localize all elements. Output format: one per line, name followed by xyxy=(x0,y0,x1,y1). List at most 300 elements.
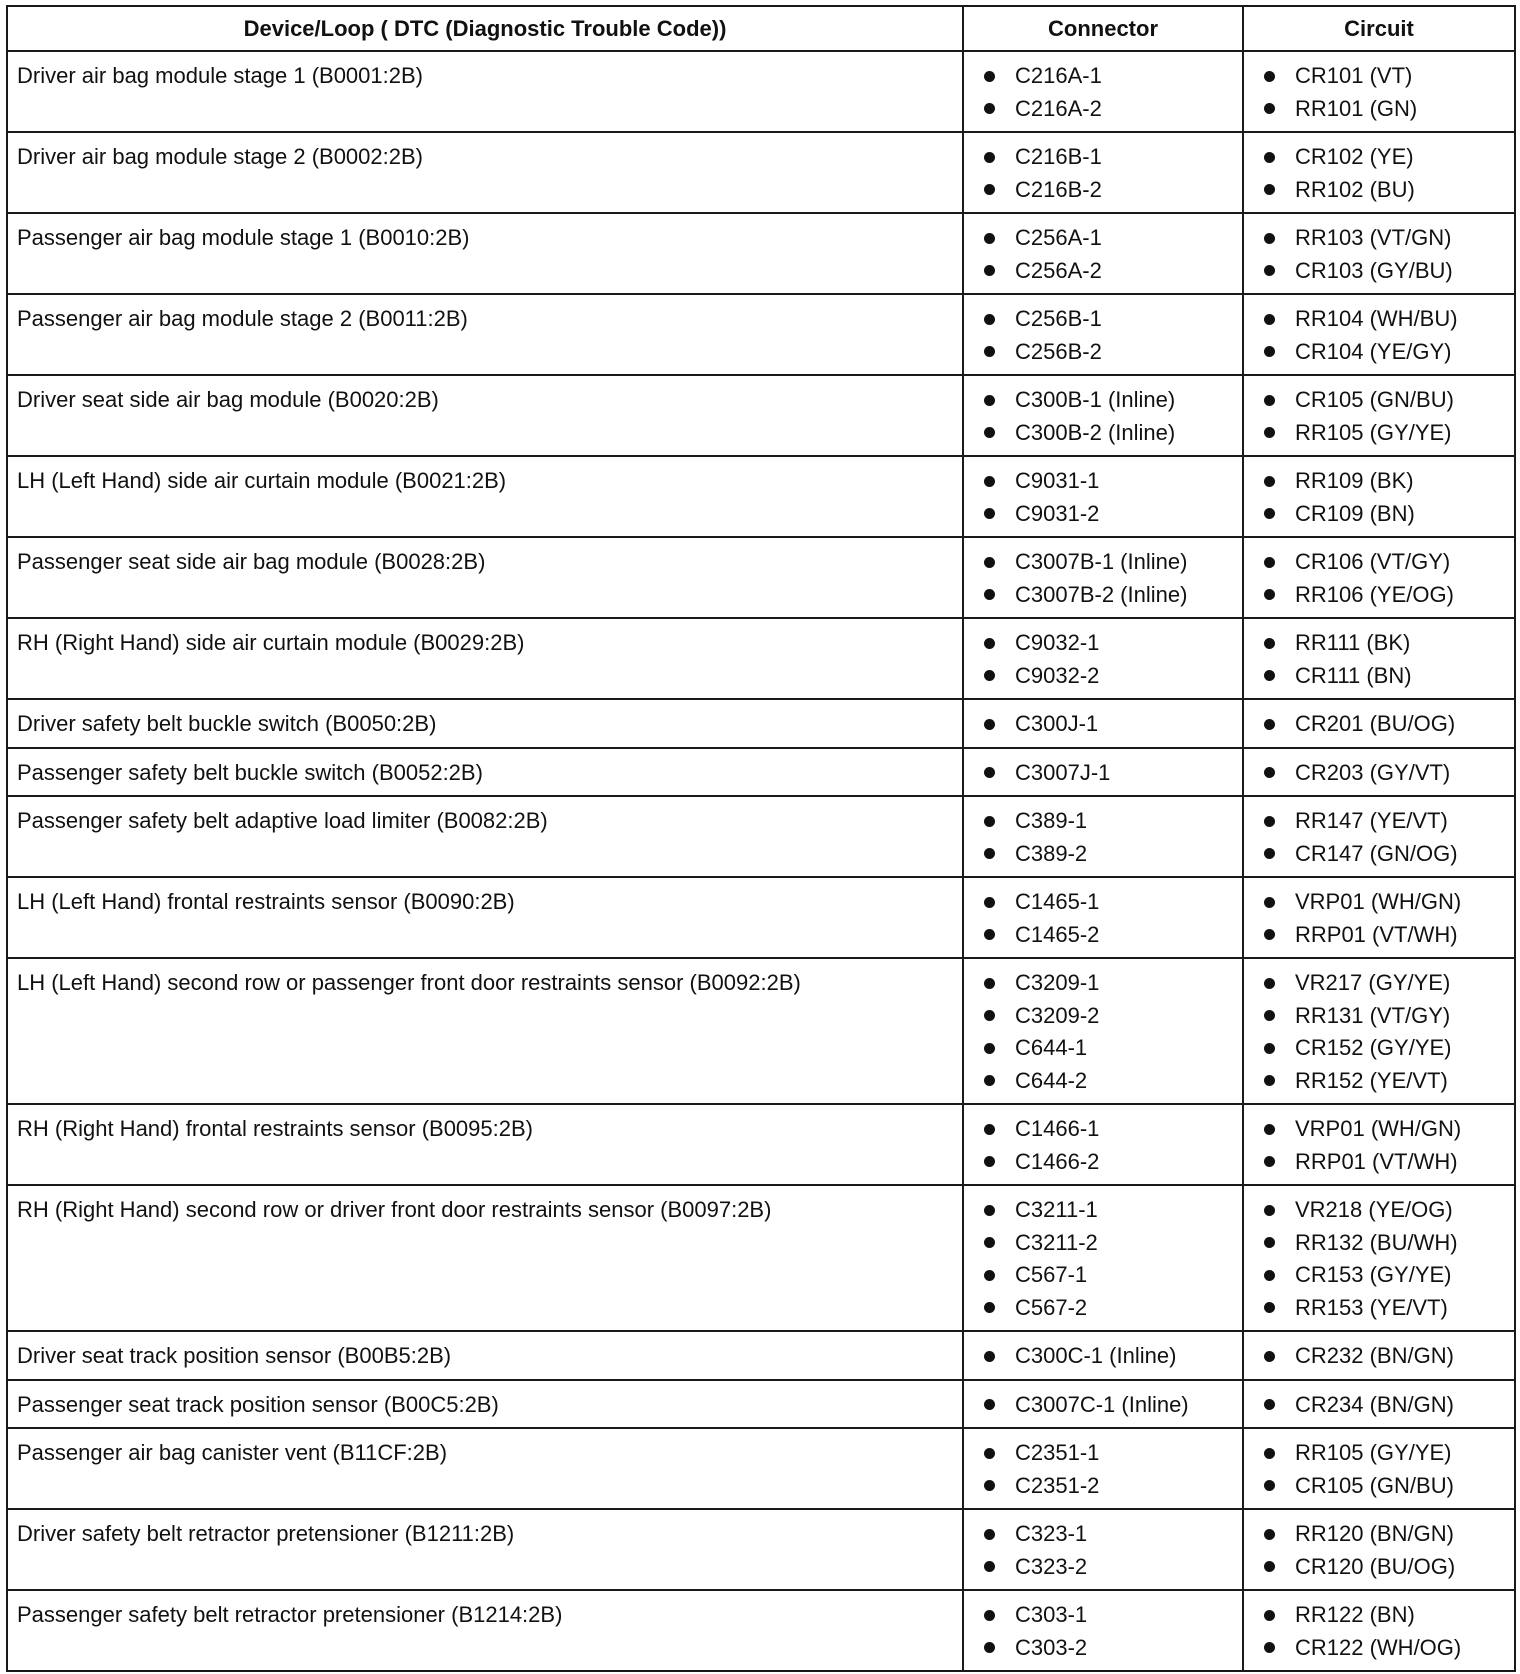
bullet-icon xyxy=(984,1642,995,1653)
connector-value: C3211-2 xyxy=(1015,1229,1098,1255)
connector-cell xyxy=(963,132,1243,213)
circuit-cell xyxy=(1243,796,1515,877)
circuit-list-item xyxy=(1264,384,1506,417)
circuit-value: CR106 (VT/GY) xyxy=(1295,549,1451,574)
connector-value: C256B-2 xyxy=(1015,338,1102,364)
connector-cell xyxy=(963,375,1243,456)
bullet-icon xyxy=(984,670,995,681)
bullet-icon xyxy=(1264,476,1275,487)
bullet-icon xyxy=(984,233,995,244)
circuit-value: CR203 (GY/VT) xyxy=(1295,759,1451,785)
connector-cell xyxy=(963,51,1243,132)
connector-list-item xyxy=(984,708,1234,741)
circuit-value: RR132 (BU/WH) xyxy=(1295,1229,1458,1255)
bullet-icon xyxy=(1264,1205,1275,1216)
bullet-icon xyxy=(1264,719,1275,730)
circuit-cell xyxy=(1243,1185,1515,1331)
connector-value: C3209-2 xyxy=(1015,1002,1100,1028)
bullet-icon xyxy=(1264,1561,1275,1572)
bullet-icon xyxy=(984,1529,995,1540)
bullet-icon xyxy=(984,1270,995,1281)
bullet-icon xyxy=(1264,816,1275,827)
circuit-value: CR104 (YE/GY) xyxy=(1295,338,1452,364)
circuit-list-item xyxy=(1264,1551,1506,1584)
connector-value: C9032-2 xyxy=(1015,662,1100,688)
circuit-value: RR102 (BU) xyxy=(1295,176,1415,202)
dtc-table-sheet xyxy=(6,5,1514,1672)
connector-cell xyxy=(963,699,1243,748)
bullet-icon xyxy=(1264,1351,1275,1362)
circuit-value: RRP01 (VT/WH) xyxy=(1295,921,1458,947)
circuit-list-item xyxy=(1264,919,1506,952)
circuit-cell xyxy=(1243,294,1515,375)
bullet-icon xyxy=(984,897,995,908)
connector-value: C1465-2 xyxy=(1015,921,1100,947)
connector-value: C3007J-1 xyxy=(1015,759,1111,785)
connector-list-item xyxy=(984,255,1234,288)
table-row xyxy=(7,1104,1515,1185)
bullet-icon xyxy=(984,1205,995,1216)
bullet-icon xyxy=(984,476,995,487)
connector-list-item xyxy=(984,465,1234,498)
circuit-list-item xyxy=(1264,1065,1506,1098)
table-row xyxy=(7,877,1515,958)
connector-cell xyxy=(963,1509,1243,1590)
table-row xyxy=(7,132,1515,213)
connector-value: C216A-1 xyxy=(1015,63,1102,88)
connector-cell xyxy=(963,537,1243,618)
device-cell: Passenger air bag canister vent (B11CF:2B) xyxy=(7,1428,963,1509)
bullet-icon xyxy=(984,1448,995,1459)
circuit-cell xyxy=(1243,1428,1515,1509)
bullet-icon xyxy=(984,265,995,276)
device-cell: LH (Left Hand) side air curtain module (B0021:2B) xyxy=(7,456,963,537)
table-row xyxy=(7,796,1515,877)
connector-cell xyxy=(963,1331,1243,1380)
circuit-value: RR101 (GN) xyxy=(1295,95,1418,121)
connector-list-item xyxy=(984,1259,1234,1292)
connector-value: C3007C-1 (Inline) xyxy=(1015,1391,1189,1417)
circuit-list-item xyxy=(1264,336,1506,369)
connector-value: C644-2 xyxy=(1015,1067,1088,1093)
circuit-list-item xyxy=(1264,498,1506,531)
device-cell: Passenger seat track position sensor (B00C5:2B) xyxy=(7,1380,963,1429)
device-cell: Passenger air bag module stage 2 (B0011:2B) xyxy=(7,294,963,375)
bullet-icon xyxy=(1264,1529,1275,1540)
device-cell: RH (Right Hand) side air curtain module (B0029:2B) xyxy=(7,618,963,699)
bullet-icon xyxy=(1264,1075,1275,1086)
bullet-icon xyxy=(984,1075,995,1086)
connector-value: C256A-1 xyxy=(1015,225,1102,250)
bullet-icon xyxy=(984,719,995,730)
circuit-list-item xyxy=(1264,1000,1506,1033)
table-row xyxy=(7,958,1515,1104)
header-row xyxy=(7,6,1515,51)
bullet-icon xyxy=(1264,508,1275,519)
circuit-value: RR106 (YE/OG) xyxy=(1295,581,1454,607)
connector-list-item xyxy=(984,1632,1234,1665)
bullet-icon xyxy=(1264,1642,1275,1653)
connector-list-item xyxy=(984,967,1234,1000)
connector-list-item xyxy=(984,174,1234,207)
table-row xyxy=(7,294,1515,375)
table-row xyxy=(7,1590,1515,1671)
device-cell: Passenger safety belt retractor pretensioner (B1214:2B) xyxy=(7,1590,963,1671)
bullet-icon xyxy=(1264,152,1275,163)
circuit-list-item xyxy=(1264,708,1506,741)
connector-list-item xyxy=(984,1551,1234,1584)
bullet-icon xyxy=(984,71,995,82)
connector-value: C323-1 xyxy=(1015,1521,1088,1546)
circuit-value: CR152 (GY/YE) xyxy=(1295,1035,1452,1060)
bullet-icon xyxy=(984,1124,995,1135)
device-cell: Driver seat track position sensor (B00B5:2B) xyxy=(7,1331,963,1380)
circuit-value: CR201 (BU/OG) xyxy=(1295,711,1456,736)
circuit-cell xyxy=(1243,1380,1515,1429)
connector-value: C9031-2 xyxy=(1015,500,1100,526)
connector-value: C323-2 xyxy=(1015,1553,1088,1579)
circuit-cell xyxy=(1243,375,1515,456)
connector-list-item xyxy=(984,757,1234,790)
connector-value: C3007B-1 (Inline) xyxy=(1015,549,1188,574)
device-cell: Driver seat side air bag module (B0020:2B) xyxy=(7,375,963,456)
connector-value: C567-2 xyxy=(1015,1294,1088,1320)
circuit-value: CR120 (BU/OG) xyxy=(1295,1553,1456,1579)
circuit-cell xyxy=(1243,958,1515,1104)
bullet-icon xyxy=(1264,1302,1275,1313)
bullet-icon xyxy=(984,589,995,600)
circuit-list-item xyxy=(1264,1632,1506,1665)
bullet-icon xyxy=(984,1480,995,1491)
connector-list-item xyxy=(984,627,1234,660)
circuit-list-item xyxy=(1264,60,1506,93)
connector-value: C256A-2 xyxy=(1015,257,1102,283)
device-cell: Driver safety belt retractor pretensioner (B1211:2B) xyxy=(7,1509,963,1590)
bullet-icon xyxy=(984,152,995,163)
bullet-icon xyxy=(1264,233,1275,244)
connector-list-item xyxy=(984,1113,1234,1146)
circuit-list-item xyxy=(1264,1113,1506,1146)
connector-value: C2351-1 xyxy=(1015,1440,1100,1465)
connector-column-header: Connector xyxy=(963,6,1243,51)
connector-value: C2351-2 xyxy=(1015,1472,1100,1498)
circuit-column-header: Circuit xyxy=(1243,6,1515,51)
table-row xyxy=(7,51,1515,132)
connector-list-item xyxy=(984,838,1234,871)
bullet-icon xyxy=(1264,71,1275,82)
table-row xyxy=(7,748,1515,797)
bullet-icon xyxy=(984,1010,995,1021)
device-cell: LH (Left Hand) frontal restraints sensor (B0090:2B) xyxy=(7,877,963,958)
connector-list-item xyxy=(984,498,1234,531)
table-row xyxy=(7,699,1515,748)
circuit-list-item xyxy=(1264,886,1506,919)
connector-value: C256B-1 xyxy=(1015,306,1102,331)
device-cell: Driver air bag module stage 2 (B0002:2B) xyxy=(7,132,963,213)
dtc-connector-circuit-table xyxy=(6,5,1516,1672)
bullet-icon xyxy=(984,1302,995,1313)
bullet-icon xyxy=(1264,978,1275,989)
circuit-value: VR218 (YE/OG) xyxy=(1295,1197,1453,1222)
bullet-icon xyxy=(984,395,995,406)
bullet-icon xyxy=(1264,395,1275,406)
circuit-value: RR104 (WH/BU) xyxy=(1295,306,1458,331)
circuit-value: RR152 (YE/VT) xyxy=(1295,1067,1448,1093)
circuit-value: CR103 (GY/BU) xyxy=(1295,257,1453,283)
connector-value: C644-1 xyxy=(1015,1035,1088,1060)
circuit-cell xyxy=(1243,699,1515,748)
circuit-list-item xyxy=(1264,1599,1506,1632)
circuit-value: CR105 (GN/BU) xyxy=(1295,387,1454,412)
device-cell: RH (Right Hand) second row or driver front door restraints sensor (B0097:2B) xyxy=(7,1185,963,1331)
circuit-list-item xyxy=(1264,579,1506,612)
circuit-value: RR153 (YE/VT) xyxy=(1295,1294,1448,1320)
circuit-value: CR153 (GY/YE) xyxy=(1295,1262,1452,1287)
bullet-icon xyxy=(1264,1124,1275,1135)
connector-value: C9031-1 xyxy=(1015,468,1100,493)
device-cell: Passenger safety belt adaptive load limiter (B0082:2B) xyxy=(7,796,963,877)
bullet-icon xyxy=(984,1043,995,1054)
circuit-cell xyxy=(1243,618,1515,699)
circuit-list-item xyxy=(1264,222,1506,255)
connector-list-item xyxy=(984,141,1234,174)
connector-cell xyxy=(963,1104,1243,1185)
circuit-value: RR131 (VT/GY) xyxy=(1295,1002,1451,1028)
circuit-cell xyxy=(1243,456,1515,537)
connector-list-item xyxy=(984,1389,1234,1422)
connector-value: C303-2 xyxy=(1015,1634,1088,1660)
circuit-value: CR232 (BN/GN) xyxy=(1295,1343,1454,1368)
circuit-list-item xyxy=(1264,174,1506,207)
connector-list-item xyxy=(984,919,1234,952)
circuit-list-item xyxy=(1264,303,1506,336)
circuit-list-item xyxy=(1264,967,1506,1000)
circuit-list-item xyxy=(1264,1292,1506,1325)
bullet-icon xyxy=(1264,1010,1275,1021)
bullet-icon xyxy=(1264,265,1275,276)
circuit-list-item xyxy=(1264,1227,1506,1260)
circuit-cell xyxy=(1243,537,1515,618)
bullet-icon xyxy=(1264,1043,1275,1054)
table-row xyxy=(7,456,1515,537)
circuit-value: CR147 (GN/OG) xyxy=(1295,840,1458,866)
circuit-list-item xyxy=(1264,660,1506,693)
connector-value: C3007B-2 (Inline) xyxy=(1015,581,1188,607)
circuit-list-item xyxy=(1264,627,1506,660)
circuit-list-item xyxy=(1264,465,1506,498)
table-row xyxy=(7,618,1515,699)
connector-value: C389-2 xyxy=(1015,840,1088,866)
bullet-icon xyxy=(984,184,995,195)
connector-cell xyxy=(963,618,1243,699)
connector-list-item xyxy=(984,1340,1234,1373)
connector-list-item xyxy=(984,1000,1234,1033)
connector-list-item xyxy=(984,886,1234,919)
bullet-icon xyxy=(1264,427,1275,438)
circuit-value: CR122 (WH/OG) xyxy=(1295,1634,1462,1660)
connector-list-item xyxy=(984,93,1234,126)
connector-value: C1466-2 xyxy=(1015,1148,1100,1174)
circuit-list-item xyxy=(1264,1437,1506,1470)
bullet-icon xyxy=(984,314,995,325)
table-row xyxy=(7,1185,1515,1331)
device-cell: Passenger seat side air bag module (B0028:2B) xyxy=(7,537,963,618)
circuit-list-item xyxy=(1264,838,1506,871)
circuit-list-item xyxy=(1264,1389,1506,1422)
circuit-list-item xyxy=(1264,93,1506,126)
circuit-cell xyxy=(1243,1509,1515,1590)
bullet-icon xyxy=(1264,184,1275,195)
bullet-icon xyxy=(984,1156,995,1167)
connector-value: C389-1 xyxy=(1015,808,1088,833)
bullet-icon xyxy=(984,508,995,519)
connector-list-item xyxy=(984,303,1234,336)
connector-list-item xyxy=(984,1194,1234,1227)
circuit-cell xyxy=(1243,1331,1515,1380)
connector-cell xyxy=(963,213,1243,294)
connector-list-item xyxy=(984,1065,1234,1098)
device-cell: LH (Left Hand) second row or passenger front door restraints sensor (B0092:2B) xyxy=(7,958,963,1104)
circuit-cell xyxy=(1243,213,1515,294)
device-column-header: Device/Loop ( DTC (Diagnostic Trouble Code)) xyxy=(7,6,963,51)
connector-list-item xyxy=(984,417,1234,450)
connector-list-item xyxy=(984,805,1234,838)
bullet-icon xyxy=(1264,638,1275,649)
bullet-icon xyxy=(984,1351,995,1362)
circuit-list-item xyxy=(1264,1146,1506,1179)
table-row xyxy=(7,1428,1515,1509)
connector-list-item xyxy=(984,222,1234,255)
circuit-value: RR105 (GY/YE) xyxy=(1295,1440,1452,1465)
bullet-icon xyxy=(1264,929,1275,940)
connector-cell xyxy=(963,748,1243,797)
connector-list-item xyxy=(984,546,1234,579)
circuit-list-item xyxy=(1264,417,1506,450)
circuit-value: VR217 (GY/YE) xyxy=(1295,970,1451,995)
device-cell: Passenger air bag module stage 1 (B0010:2B) xyxy=(7,213,963,294)
circuit-value: RR120 (BN/GN) xyxy=(1295,1521,1454,1546)
bullet-icon xyxy=(1264,1610,1275,1621)
bullet-icon xyxy=(984,929,995,940)
bullet-icon xyxy=(984,638,995,649)
connector-list-item xyxy=(984,1437,1234,1470)
circuit-list-item xyxy=(1264,1259,1506,1292)
circuit-list-item xyxy=(1264,805,1506,838)
bullet-icon xyxy=(1264,314,1275,325)
connector-value: C300J-1 xyxy=(1015,711,1099,736)
connector-value: C216B-2 xyxy=(1015,176,1102,202)
bullet-icon xyxy=(1264,897,1275,908)
connector-value: C1466-1 xyxy=(1015,1116,1100,1141)
bullet-icon xyxy=(1264,1237,1275,1248)
connector-list-item xyxy=(984,384,1234,417)
connector-cell xyxy=(963,456,1243,537)
device-cell: Driver safety belt buckle switch (B0050:2B) xyxy=(7,699,963,748)
connector-list-item xyxy=(984,1599,1234,1632)
connector-cell xyxy=(963,1428,1243,1509)
circuit-cell xyxy=(1243,1590,1515,1671)
bullet-icon xyxy=(1264,346,1275,357)
circuit-value: RR105 (GY/YE) xyxy=(1295,419,1452,445)
table-row xyxy=(7,1380,1515,1429)
bullet-icon xyxy=(984,103,995,114)
connector-value: C567-1 xyxy=(1015,1262,1088,1287)
device-cell: Driver air bag module stage 1 (B0001:2B) xyxy=(7,51,963,132)
connector-cell xyxy=(963,877,1243,958)
bullet-icon xyxy=(1264,767,1275,778)
connector-value: C303-1 xyxy=(1015,1602,1088,1627)
bullet-icon xyxy=(1264,557,1275,568)
connector-value: C3211-1 xyxy=(1015,1197,1098,1222)
circuit-value: VRP01 (WH/GN) xyxy=(1295,889,1462,914)
bullet-icon xyxy=(984,848,995,859)
circuit-value: CR111 (BN) xyxy=(1295,662,1412,688)
bullet-icon xyxy=(1264,1399,1275,1410)
bullet-icon xyxy=(984,1610,995,1621)
circuit-list-item xyxy=(1264,1470,1506,1503)
circuit-list-item xyxy=(1264,141,1506,174)
connector-cell xyxy=(963,294,1243,375)
circuit-value: RRP01 (VT/WH) xyxy=(1295,1148,1458,1174)
connector-value: C300B-2 (Inline) xyxy=(1015,419,1176,445)
circuit-list-item xyxy=(1264,757,1506,790)
circuit-list-item xyxy=(1264,1032,1506,1065)
bullet-icon xyxy=(984,978,995,989)
circuit-value: RR103 (VT/GN) xyxy=(1295,225,1452,250)
connector-list-item xyxy=(984,579,1234,612)
circuit-list-item xyxy=(1264,255,1506,288)
circuit-value: CR234 (BN/GN) xyxy=(1295,1391,1454,1417)
bullet-icon xyxy=(984,767,995,778)
device-cell: RH (Right Hand) frontal restraints sensor (B0095:2B) xyxy=(7,1104,963,1185)
circuit-value: CR101 (VT) xyxy=(1295,63,1413,88)
circuit-value: RR147 (YE/VT) xyxy=(1295,808,1448,833)
bullet-icon xyxy=(1264,1448,1275,1459)
connector-list-item xyxy=(984,1292,1234,1325)
circuit-value: CR109 (BN) xyxy=(1295,500,1415,526)
circuit-list-item xyxy=(1264,1518,1506,1551)
circuit-cell xyxy=(1243,1104,1515,1185)
connector-value: C1465-1 xyxy=(1015,889,1100,914)
connector-cell xyxy=(963,796,1243,877)
connector-list-item xyxy=(984,1470,1234,1503)
connector-value: C216A-2 xyxy=(1015,95,1102,121)
connector-value: C3209-1 xyxy=(1015,970,1100,995)
bullet-icon xyxy=(984,427,995,438)
connector-value: C9032-1 xyxy=(1015,630,1100,655)
connector-cell xyxy=(963,1185,1243,1331)
connector-list-item xyxy=(984,1227,1234,1260)
bullet-icon xyxy=(1264,848,1275,859)
connector-value: C300C-1 (Inline) xyxy=(1015,1343,1177,1368)
table-row xyxy=(7,537,1515,618)
connector-value: C216B-1 xyxy=(1015,144,1102,169)
table-body xyxy=(7,51,1515,1671)
bullet-icon xyxy=(1264,1480,1275,1491)
table-row xyxy=(7,1331,1515,1380)
circuit-value: VRP01 (WH/GN) xyxy=(1295,1116,1462,1141)
bullet-icon xyxy=(1264,103,1275,114)
connector-list-item xyxy=(984,1032,1234,1065)
circuit-value: CR102 (YE) xyxy=(1295,144,1414,169)
bullet-icon xyxy=(984,816,995,827)
connector-value: C300B-1 (Inline) xyxy=(1015,387,1176,412)
connector-list-item xyxy=(984,1146,1234,1179)
table-row xyxy=(7,213,1515,294)
circuit-cell xyxy=(1243,132,1515,213)
bullet-icon xyxy=(1264,670,1275,681)
connector-list-item xyxy=(984,336,1234,369)
